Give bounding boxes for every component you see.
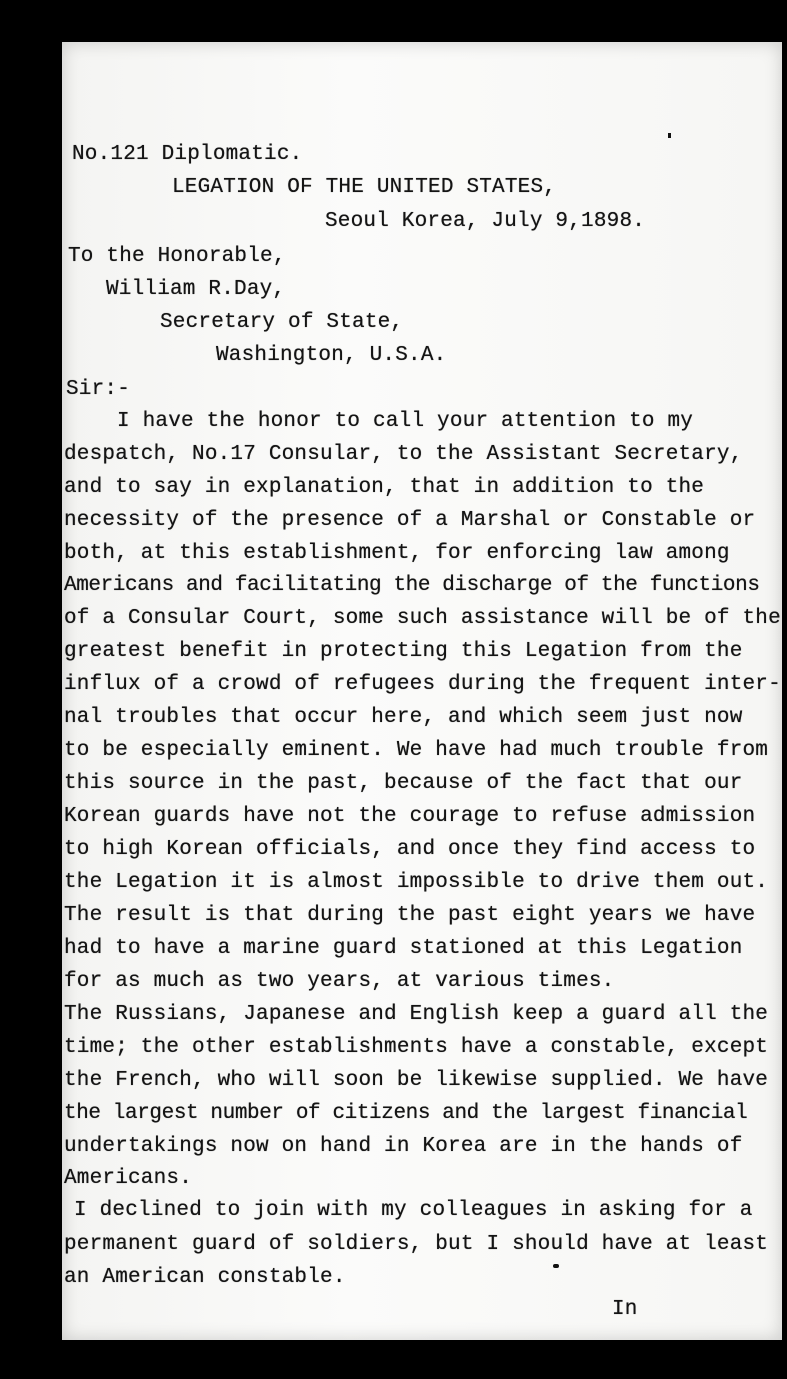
body-line: Americans. xyxy=(64,1167,193,1190)
address-line-2: William R.Day, xyxy=(106,278,286,301)
body-line: to be especially eminent. We have had much trouble from xyxy=(64,739,769,762)
body-line: The Russians, Japanese and English keep a guard all the xyxy=(64,1003,769,1026)
body-line: despatch, No.17 Consular, to the Assistant Secretary, xyxy=(64,443,743,466)
body-line: to high Korean officials, and once they find access to xyxy=(64,838,756,861)
body-line: necessity of the presence of a Marshal or Constable or xyxy=(64,509,756,532)
body-line: the French, who will soon be likewise supplied. We have xyxy=(64,1069,769,1092)
body-line: The result is that during the past eight years we have xyxy=(64,904,756,927)
ink-mark xyxy=(553,1264,559,1268)
body-line: both, at this establishment, for enforcing law among xyxy=(64,542,730,565)
body-line: permanent guard of soldiers, but I should have at least xyxy=(64,1233,769,1256)
legation-title: LEGATION OF THE UNITED STATES, xyxy=(172,176,557,199)
address-line-4: Washington, U.S.A. xyxy=(216,344,447,367)
body-line: influx of a crowd of refugees during the frequent inter- xyxy=(64,673,781,696)
body-line: the Legation it is almost impossible to drive them out. xyxy=(64,871,769,894)
body-line: the largest number of citizens and the largest financial xyxy=(64,1102,748,1125)
body-line: and to say in explanation, that in addition to the xyxy=(64,476,705,499)
body-line: I declined to join with my colleagues in asking for a xyxy=(74,1199,753,1222)
body-line: I have the honor to call your attention to my xyxy=(117,410,694,433)
body-line: greatest benefit in protecting this Legation from the xyxy=(64,640,743,663)
body-line: this source in the past, because of the fact that our xyxy=(64,772,743,795)
address-line-1: To the Honorable, xyxy=(68,245,286,268)
body-line: for as much as two years, at various times. xyxy=(64,970,615,993)
body-line: time; the other establishments have a constable, except xyxy=(64,1036,769,1059)
body-line: nal troubles that occur here, and which seem just now xyxy=(64,706,743,729)
body-line: undertakings now on hand in Korea are in the hands of xyxy=(64,1135,743,1158)
body-line: had to have a marine guard stationed at this Legation xyxy=(64,937,743,960)
body-line: Americans and facilitating the discharge of the functions xyxy=(64,574,760,597)
body-line: of a Consular Court, some such assistance will be of the xyxy=(64,607,781,630)
body-line: Korean guards have not the courage to refuse admission xyxy=(64,805,756,828)
despatch-number: No.121 Diplomatic. xyxy=(72,143,303,166)
ink-mark xyxy=(668,133,671,138)
body-line: an American constable. xyxy=(64,1266,346,1289)
place-date: Seoul Korea, July 9,1898. xyxy=(325,210,646,233)
catchword: In xyxy=(612,1298,638,1321)
address-line-3: Secretary of State, xyxy=(160,311,404,334)
salutation: Sir:- xyxy=(66,378,131,401)
